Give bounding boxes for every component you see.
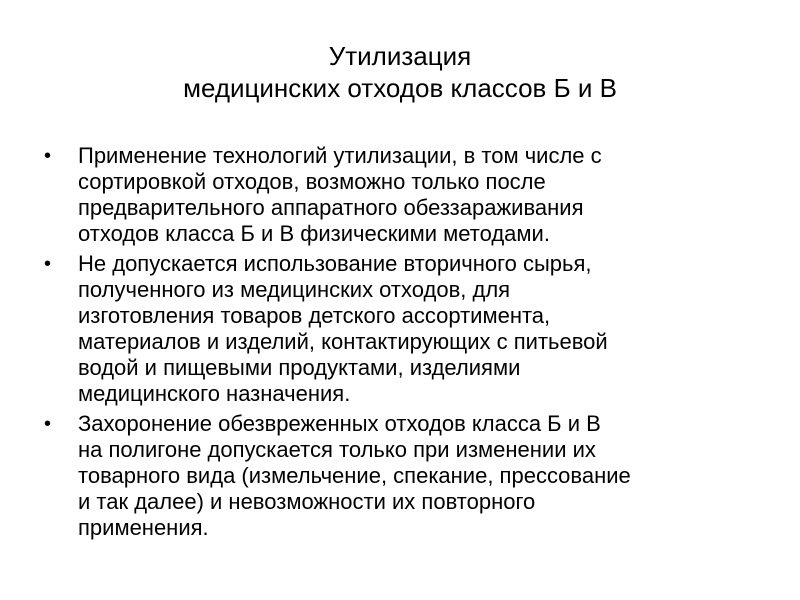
bullet-text-3: Захоронение обезвреженных отходов класса Б и В на полигоне допускается только при изменении их товарного вида (измельчение, спекание, прессование и так далее) и невозможности их повторного применения. (78, 411, 631, 540)
bullet-marker-icon: • (44, 253, 52, 275)
bullet-list (44, 143, 760, 545)
bullet-text-2: Не допускается использование вторичного сырья, полученного из медицинских отходов, для изготовления товаров детского ассортимента, материалов и изделий, контактирующих с питьевой водой и пищевыми продуктами, изделиями медицинского назначения. (78, 251, 608, 406)
bullet-item-1 (44, 143, 760, 247)
bullet-marker-icon: • (44, 413, 52, 435)
slide-title (0, 40, 800, 104)
bullet-item-3 (44, 411, 760, 541)
bullet-item-2 (44, 251, 760, 407)
bullet-text-1: Применение технологий утилизации, в том числе с сортировкой отходов, возможно только после предварительного аппаратного обеззараживания отходов класса Б и В физическими методами. (78, 143, 602, 246)
title-line-2: медицинских отходов классов Б и В (183, 73, 617, 103)
bullet-marker-icon: • (44, 145, 52, 167)
title-line-1: Утилизация (328, 41, 472, 71)
